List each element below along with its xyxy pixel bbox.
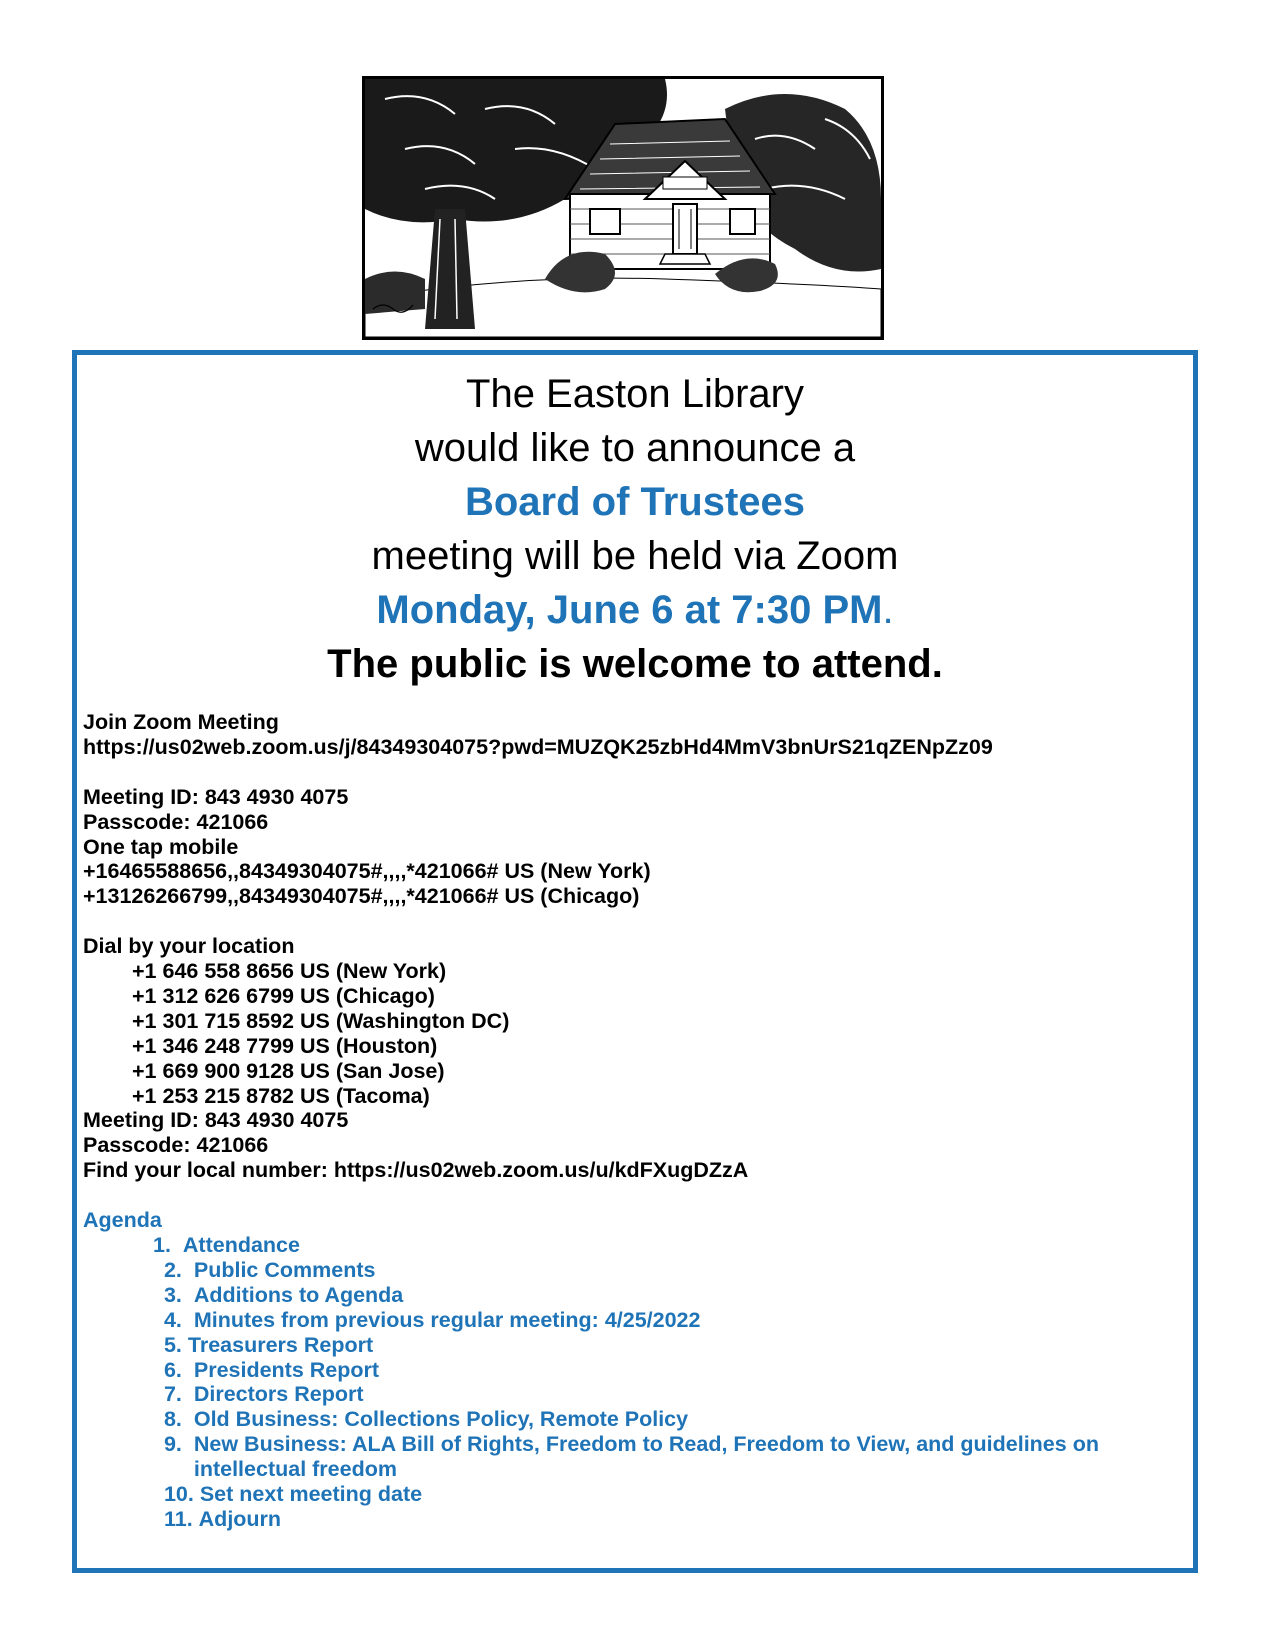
zoom-line: meeting will be held via Zoom — [371, 534, 899, 578]
announce-line: would like to announce a — [414, 426, 856, 470]
agenda-title: Agenda — [83, 1208, 162, 1233]
agenda-item: 3. Additions to Agenda — [158, 1282, 404, 1307]
join-url-link[interactable]: https://us02web.zoom.us/j/84349304075?pwd=MUZQK25zbHd4MmV3bnUrS21qZENpZz09 — [83, 734, 993, 759]
agenda-item: 8. Old Business: Collections Policy, Remote Policy — [158, 1407, 689, 1432]
meeting-id-repeat: Meeting ID: 843 4930 4075 — [83, 1108, 349, 1133]
agenda-item: 5. Treasurers Report — [158, 1332, 374, 1357]
dial-number: +1 312 626 6799 US (Chicago) — [132, 983, 435, 1008]
agenda-item: 11. Adjourn — [158, 1506, 282, 1531]
agenda-item: 6. Presidents Report — [158, 1357, 380, 1382]
passcode: Passcode: 421066 — [83, 809, 269, 834]
join-label: Join Zoom Meeting — [83, 710, 279, 734]
local-number-link[interactable]: Find your local number: https://us02web.zoom.us/u/kdFXugDZzA — [83, 1158, 749, 1183]
one-tap-label: One tap mobile — [83, 834, 239, 859]
dial-number: +1 669 900 9128 US (San Jose) — [132, 1058, 445, 1083]
dial-number: +1 346 248 7799 US (Houston) — [132, 1033, 438, 1058]
agenda-item: 1. Attendance — [153, 1232, 300, 1257]
meeting-info — [83, 710, 1183, 1532]
public-welcome: The public is welcome to attend. — [327, 642, 943, 686]
agenda-item: 4. Minutes from previous regular meeting: 4/25/2022 — [158, 1307, 701, 1332]
passcode-repeat: Passcode: 421066 — [83, 1133, 269, 1158]
agenda-item: 7. Directors Report — [158, 1382, 364, 1407]
library-illustration — [362, 76, 884, 340]
library-name: The Easton Library — [466, 372, 804, 416]
agenda-item: 9. New Business: ALA Bill of Rights, Freedom to Read, Freedom to View, and guidelines on intellectual freedom — [158, 1432, 1099, 1482]
dial-number: +1 253 215 8782 US (Tacoma) — [132, 1083, 430, 1108]
dial-number: +1 301 715 8592 US (Washington DC) — [132, 1008, 510, 1033]
announcement-header — [77, 367, 1193, 691]
meeting-id: Meeting ID: 843 4930 4075 — [83, 784, 349, 809]
one-tap-number[interactable]: +13126266799,,84349304075#,,,,*421066# US (Chicago) — [83, 884, 640, 909]
meeting-date-punct: . — [882, 588, 894, 632]
dial-number: +1 646 558 8656 US (New York) — [132, 959, 447, 984]
announcement-frame — [72, 350, 1198, 1573]
agenda-item: 10. Set next meeting date — [158, 1482, 423, 1507]
meeting-date: Monday, June 6 at 7:30 PM — [376, 588, 883, 632]
library-drawing — [365, 79, 881, 337]
board-title: Board of Trustees — [464, 480, 806, 524]
agenda-section — [83, 1208, 1183, 1532]
meeting-date-line — [77, 583, 1193, 637]
dial-label: Dial by your location — [83, 934, 295, 959]
agenda-item: 2. Public Comments — [158, 1257, 376, 1282]
one-tap-number[interactable]: +16465588656,,84349304075#,,,,*421066# US (New York) — [83, 859, 651, 884]
